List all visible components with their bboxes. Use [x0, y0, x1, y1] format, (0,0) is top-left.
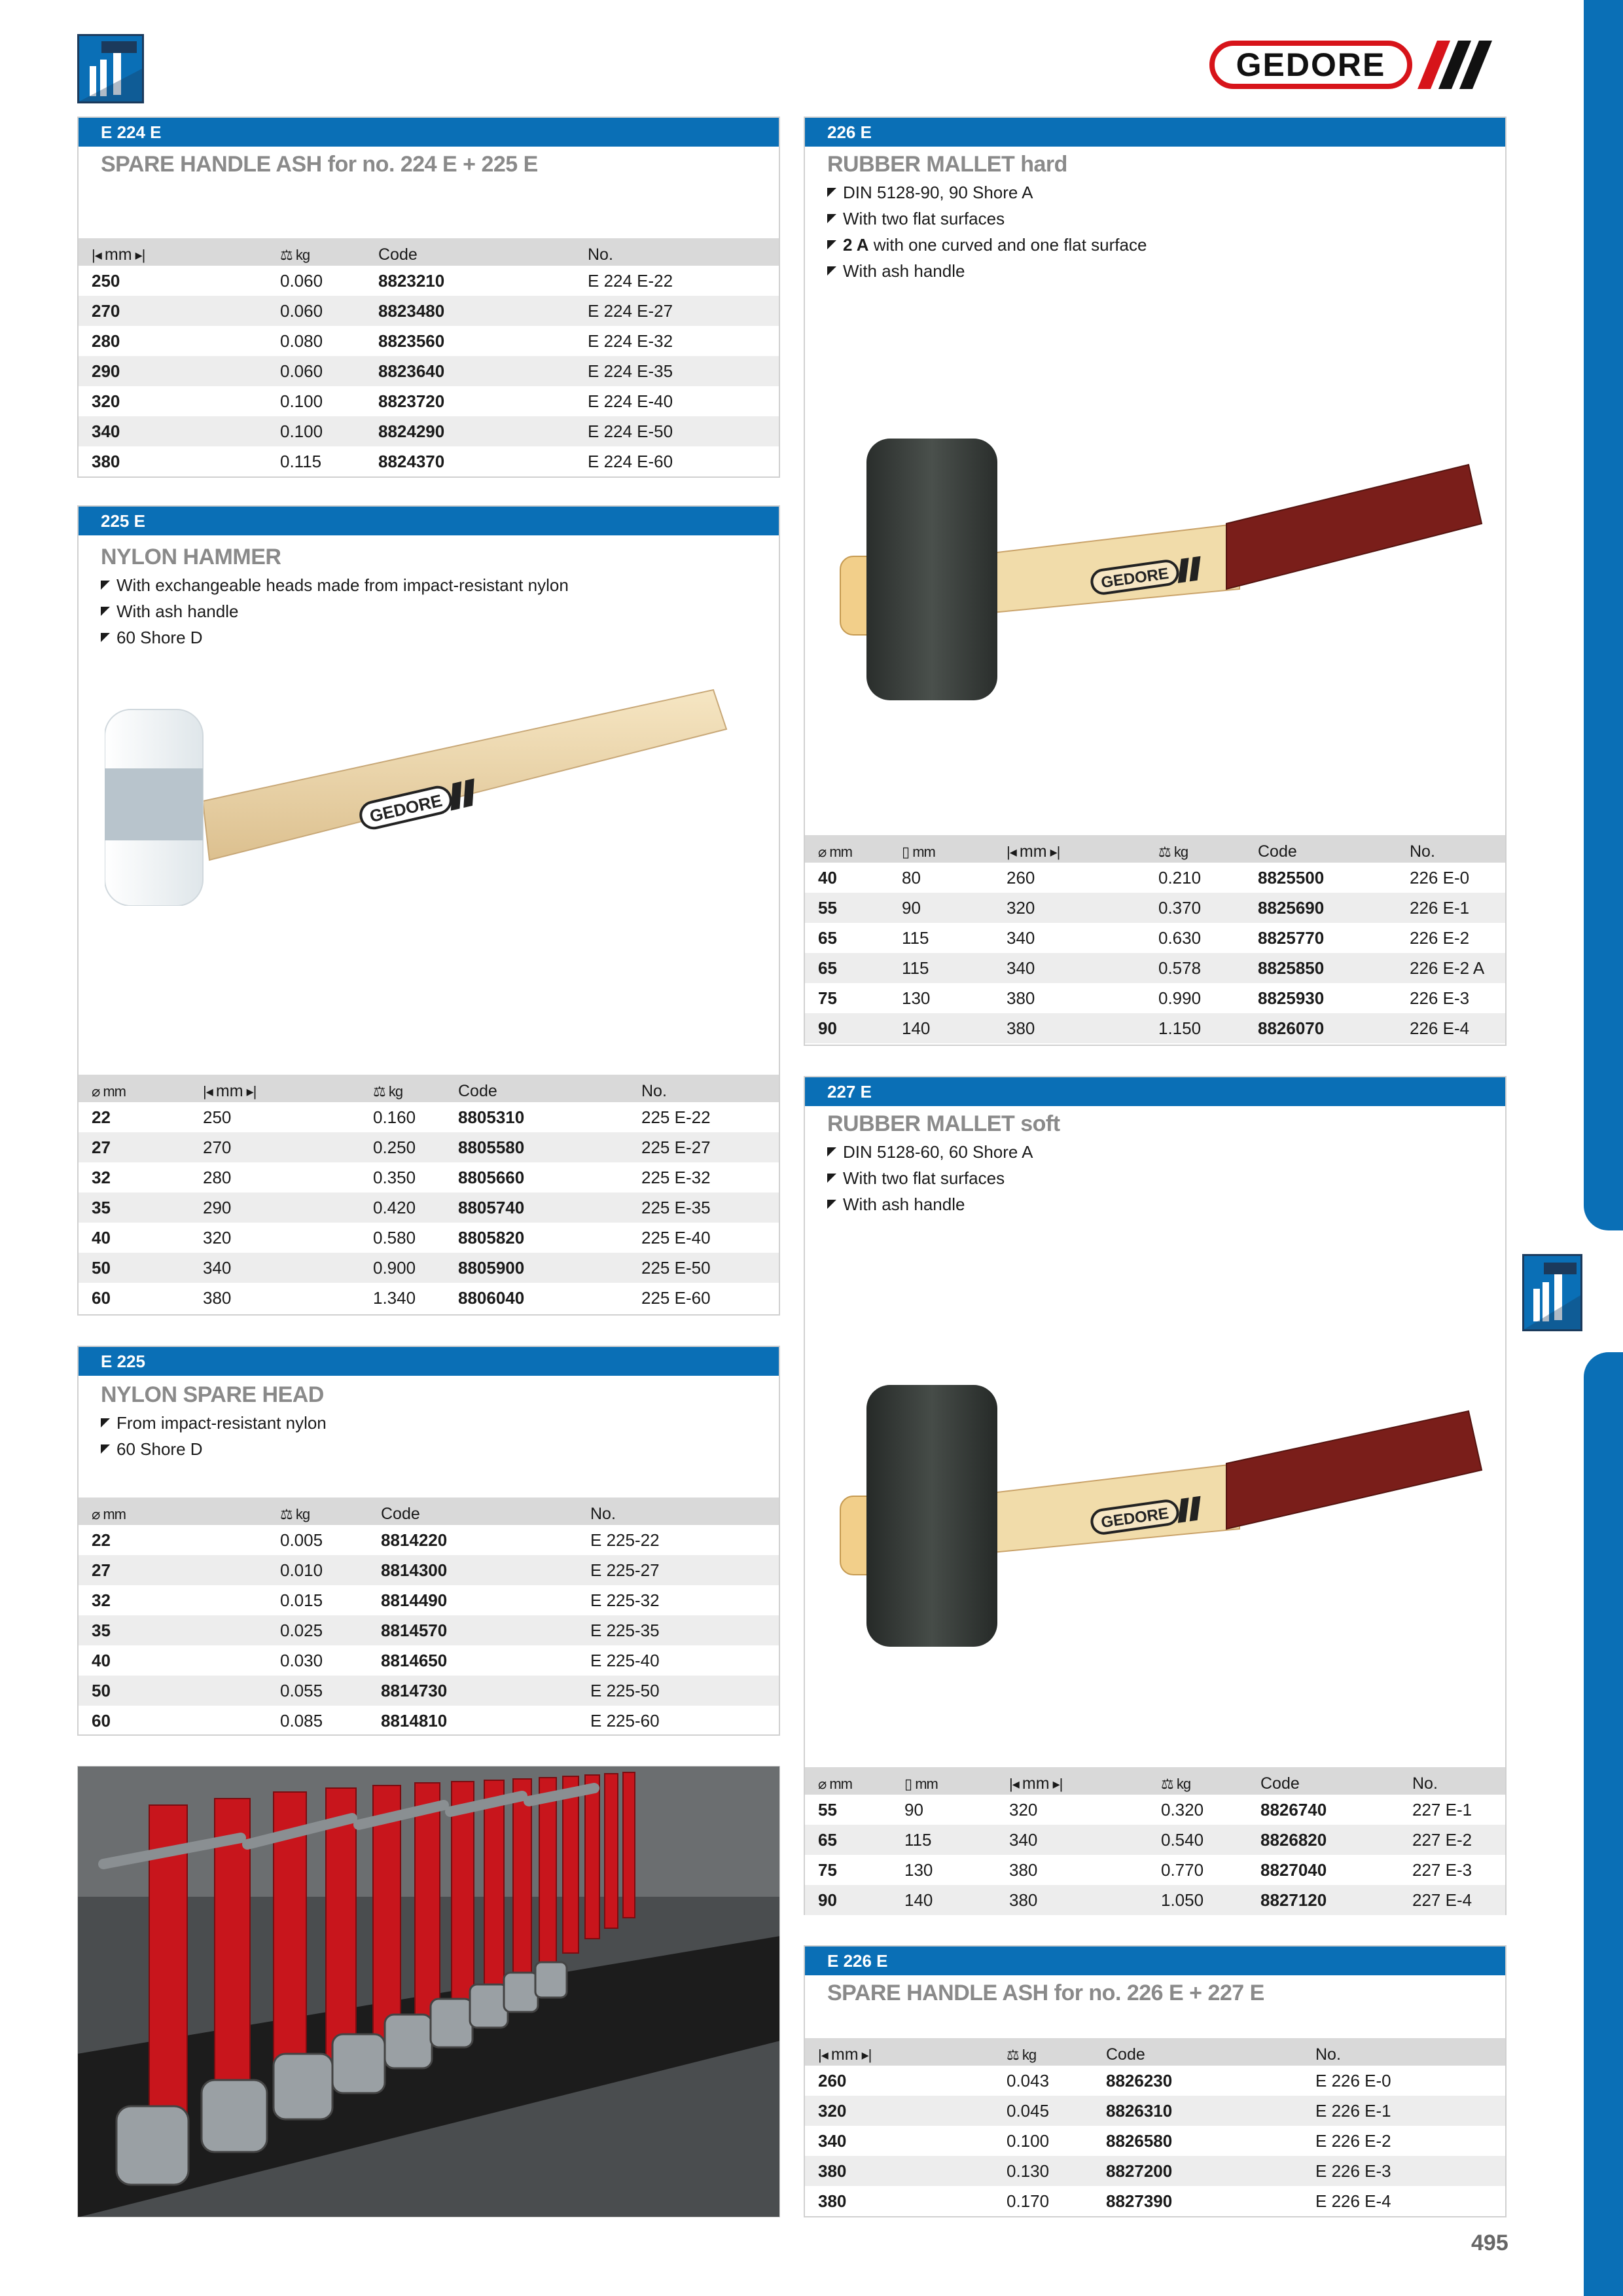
table-cell: 0.420	[360, 1193, 445, 1223]
feature-item: With ash handle	[101, 598, 569, 624]
table-cell: 290	[79, 356, 267, 386]
table-cell: 60	[92, 1287, 111, 1308]
table-cell: 8814220	[381, 1530, 448, 1550]
table-cell: 32	[92, 1590, 111, 1610]
table-cell: 226 E-2	[1410, 927, 1470, 948]
table-cell: 8805740	[445, 1193, 628, 1223]
col-length: |◂ mm ▸|	[996, 1767, 1148, 1795]
col-diameter: ⌀ mm	[805, 1767, 891, 1795]
table-cell: 1.050	[1148, 1885, 1247, 1915]
col-weight: ⚖ kg	[1145, 835, 1245, 863]
nylon-hammer-image	[105, 670, 759, 906]
col-code: Code	[368, 1498, 577, 1525]
product-title: NYLON HAMMER	[101, 545, 281, 569]
feature-list	[101, 572, 569, 651]
table-cell: 115	[902, 927, 929, 948]
table-cell: 0.900	[360, 1253, 445, 1283]
table-cell: E 225-27	[577, 1555, 779, 1585]
table-cell: 8825770	[1258, 927, 1325, 948]
table-cell: 8826230	[1106, 2070, 1173, 2090]
feature-item: 60 Shore D	[101, 624, 569, 651]
table-cell: 227 E-1	[1412, 1799, 1472, 1820]
product-e224e	[77, 117, 780, 478]
table-cell: 380	[818, 2191, 847, 2211]
product-title: SPARE HANDLE ASH for no. 224 E + 225 E	[101, 152, 538, 177]
hammer-category-icon	[77, 34, 144, 103]
table-cell: 27	[79, 1555, 267, 1585]
table-cell: 8805900	[445, 1253, 628, 1283]
table-cell: 226 E-0	[1410, 867, 1470, 888]
table-cell: 8814490	[381, 1590, 448, 1610]
col-weight: ⚖ kg	[267, 238, 365, 266]
table-row	[79, 326, 779, 356]
table-cell: 8827040	[1260, 1859, 1327, 1880]
table-row	[79, 1283, 779, 1313]
table-cell: 0.060	[280, 270, 323, 291]
col-code: Code	[365, 238, 575, 266]
col-head-length: ▯ mm	[891, 1767, 996, 1795]
table-cell: 8825850	[1245, 953, 1397, 983]
table-cell: 270	[190, 1132, 360, 1162]
table-cell: 0.030	[280, 1650, 323, 1670]
product-code-header: 226 E	[805, 118, 1505, 147]
table-cell: 0.043	[1007, 2070, 1050, 2090]
table-cell: 35	[79, 1193, 190, 1223]
product-code-header: E 226 E	[805, 1946, 1505, 1975]
table-cell: 380	[996, 1885, 1148, 1915]
side-tab-bar-top	[1584, 0, 1623, 1230]
spec-table	[79, 1075, 779, 1313]
table-cell: 8824370	[378, 451, 445, 471]
table-cell: 0.055	[267, 1676, 368, 1706]
table-cell: 340	[1007, 927, 1035, 948]
col-diameter: ⌀ mm	[79, 1075, 190, 1102]
table-cell: 320	[993, 893, 1145, 923]
feature-item: From impact-resistant nylon	[101, 1410, 327, 1436]
table-cell: 0.170	[1007, 2191, 1050, 2211]
table-cell: 0.210	[1158, 867, 1202, 888]
table-cell: 8826580	[1106, 2130, 1173, 2151]
table-cell: 260	[818, 2070, 847, 2090]
table-row	[805, 1013, 1505, 1043]
feature-item: DIN 5128-60, 60 Shore A	[827, 1139, 1033, 1165]
table-cell: 140	[889, 1013, 993, 1043]
table-cell: 226 E-1	[1397, 893, 1505, 923]
table-cell: 8805660	[458, 1167, 525, 1187]
table-cell: 8814570	[368, 1615, 577, 1645]
col-code: Code	[1245, 835, 1397, 863]
spec-table	[805, 2038, 1505, 2216]
table-cell: 0.010	[267, 1555, 368, 1585]
table-row	[79, 1555, 779, 1585]
feature-list	[101, 1410, 327, 1462]
table-cell: 8823720	[378, 391, 445, 411]
table-cell: 90	[904, 1799, 923, 1820]
table-row	[79, 266, 779, 296]
hammer-brand-text: GEDORE	[1099, 564, 1170, 592]
col-no: No.	[1399, 1767, 1505, 1795]
table-cell: 8827390	[1106, 2191, 1173, 2211]
product-e226e	[804, 1945, 1507, 2217]
table-cell: 226 E-2 A	[1397, 953, 1505, 983]
rubber-mallet-soft-image	[834, 1378, 1488, 1660]
col-weight: ⚖ kg	[1148, 1767, 1247, 1795]
table-cell: 0.015	[280, 1590, 323, 1610]
table-cell: 0.630	[1158, 927, 1202, 948]
col-length: |◂ mm ▸|	[993, 835, 1145, 863]
table-cell: 130	[904, 1859, 933, 1880]
table-row	[79, 1585, 779, 1615]
table-cell: E 225-40	[590, 1650, 660, 1670]
table-row	[805, 2126, 1505, 2156]
table-row	[79, 1102, 779, 1132]
table-cell: 0.080	[280, 331, 323, 351]
table-cell: 280	[203, 1167, 232, 1187]
table-cell: 8825930	[1258, 988, 1325, 1008]
factory-production-photo	[77, 1766, 780, 2217]
table-row	[79, 1676, 779, 1706]
table-cell: 0.160	[373, 1107, 416, 1127]
table-cell: 290	[190, 1193, 360, 1223]
table-cell: E 226 E-0	[1315, 2070, 1391, 2090]
table-cell: E 225-35	[577, 1615, 779, 1645]
table-cell: 40	[92, 1227, 111, 1247]
table-cell: 8805580	[445, 1132, 628, 1162]
table-cell: 75	[818, 1859, 837, 1880]
table-cell: 270	[79, 296, 267, 326]
product-225e	[77, 505, 780, 1316]
table-cell: 225 E-60	[641, 1287, 711, 1308]
table-cell: 8814650	[381, 1650, 448, 1670]
spec-table	[79, 238, 779, 476]
table-cell: 8826070	[1245, 1013, 1397, 1043]
table-cell: 32	[92, 1167, 111, 1187]
table-cell: 8826820	[1247, 1825, 1399, 1855]
table-cell: 0.580	[373, 1227, 416, 1247]
table-cell: 260	[1007, 867, 1035, 888]
col-diameter: ⌀ mm	[805, 835, 889, 863]
feature-list	[827, 1139, 1033, 1217]
table-row	[805, 2186, 1505, 2216]
col-weight: ⚖ kg	[993, 2038, 1093, 2066]
table-cell: 65	[818, 927, 837, 948]
table-row	[79, 1253, 779, 1283]
product-code-header: 225 E	[79, 507, 779, 535]
col-no: No.	[577, 1498, 779, 1525]
table-cell: 0.100	[1007, 2130, 1050, 2151]
table-cell: 50	[79, 1253, 190, 1283]
table-cell: 80	[902, 867, 921, 888]
table-cell: 27	[79, 1132, 190, 1162]
table-cell: 0.370	[1145, 893, 1245, 923]
table-row	[805, 1855, 1505, 1885]
table-row	[79, 1525, 779, 1555]
table-cell: 8805820	[458, 1227, 525, 1247]
table-row	[805, 2066, 1505, 2096]
table-cell: 8823560	[378, 331, 445, 351]
table-cell: 380	[805, 2156, 993, 2186]
table-cell: 340	[818, 2130, 847, 2151]
table-cell: 0.115	[280, 451, 322, 471]
table-row	[79, 1615, 779, 1645]
table-cell: 22	[92, 1530, 111, 1550]
table-cell: 90	[805, 1013, 889, 1043]
spec-table	[805, 835, 1505, 1043]
table-cell: E 225-32	[590, 1590, 660, 1610]
col-length: |◂ mm ▸|	[190, 1075, 360, 1102]
table-row	[805, 863, 1505, 893]
product-code-header: E 224 E	[79, 118, 779, 147]
table-cell: 8814730	[368, 1676, 577, 1706]
table-cell: 380	[1009, 1859, 1038, 1880]
table-row	[79, 1132, 779, 1162]
table-cell: 40	[92, 1650, 111, 1670]
col-code: Code	[1093, 2038, 1302, 2066]
table-cell: 0.060	[267, 296, 365, 326]
table-row	[79, 356, 779, 386]
table-cell: 225 E-27	[628, 1132, 779, 1162]
table-cell: 0.540	[1148, 1825, 1247, 1855]
product-title: SPARE HANDLE ASH for no. 226 E + 227 E	[827, 1981, 1264, 2005]
table-cell: 320	[805, 2096, 993, 2126]
spec-table	[805, 1767, 1505, 1915]
table-row	[805, 2156, 1505, 2186]
table-cell: 0.578	[1145, 953, 1245, 983]
table-row	[79, 1223, 779, 1253]
feature-item: With two flat surfaces	[827, 206, 1147, 232]
col-code: Code	[1247, 1767, 1399, 1795]
table-row	[79, 446, 779, 476]
col-weight: ⚖ kg	[267, 1498, 368, 1525]
col-no: No.	[1302, 2038, 1505, 2066]
product-title: RUBBER MALLET hard	[827, 152, 1067, 177]
table-cell: 225 E-32	[641, 1167, 711, 1187]
table-cell: 320	[1009, 1799, 1038, 1820]
table-cell: 0.320	[1161, 1799, 1204, 1820]
table-cell: E 226 E-1	[1302, 2096, 1505, 2126]
logo-text: GEDORE	[1236, 46, 1386, 83]
col-no: No.	[628, 1075, 779, 1102]
table-cell: 226 E-3	[1410, 988, 1470, 1008]
table-cell: 0.250	[360, 1132, 445, 1162]
feature-item: DIN 5128-90, 90 Shore A	[827, 179, 1147, 206]
table-cell: 0.350	[373, 1167, 416, 1187]
table-cell: 40	[818, 867, 837, 888]
table-cell: E 224 E-32	[588, 331, 673, 351]
table-cell: E 224 E-22	[588, 270, 673, 291]
table-cell: 55	[818, 1799, 837, 1820]
table-cell: 340	[190, 1253, 360, 1283]
table-cell: 8805310	[458, 1107, 525, 1127]
table-cell: 1.150	[1145, 1013, 1245, 1043]
col-head-length: ▯ mm	[889, 835, 993, 863]
gedore-logo	[1209, 41, 1497, 89]
table-row	[79, 1162, 779, 1193]
table-cell: 0.025	[267, 1615, 368, 1645]
table-cell: 380	[92, 451, 120, 471]
hammer-category-tab-icon[interactable]	[1522, 1254, 1582, 1331]
table-row	[79, 1645, 779, 1676]
table-cell: 227 E-2	[1399, 1825, 1505, 1855]
table-row	[805, 1825, 1505, 1855]
table-cell: 115	[891, 1825, 996, 1855]
table-cell: 226 E-4	[1397, 1013, 1505, 1043]
col-diameter: ⌀ mm	[79, 1498, 267, 1525]
table-cell: 380	[203, 1287, 232, 1308]
table-cell: 130	[902, 988, 931, 1008]
table-row	[79, 386, 779, 416]
col-code: Code	[445, 1075, 628, 1102]
feature-item: With ash handle	[827, 258, 1147, 284]
col-weight: ⚖ kg	[360, 1075, 445, 1102]
table-cell: 8827120	[1247, 1885, 1399, 1915]
table-cell: 0.100	[267, 416, 365, 446]
table-cell: 8827200	[1093, 2156, 1302, 2186]
table-row	[805, 2096, 1505, 2126]
table-cell: E 226 E-4	[1315, 2191, 1391, 2211]
table-row	[79, 1193, 779, 1223]
table-cell: 90	[805, 1885, 891, 1915]
feature-item: 60 Shore D	[101, 1436, 327, 1462]
table-cell: 140	[891, 1885, 996, 1915]
col-length: |◂ mm ▸|	[79, 238, 267, 266]
table-cell: 0.005	[280, 1530, 323, 1550]
table-cell: 340	[79, 416, 267, 446]
table-cell: 8814810	[381, 1710, 448, 1731]
table-cell: 8825500	[1258, 867, 1325, 888]
table-cell: E 224 E-50	[575, 416, 779, 446]
product-title: NYLON SPARE HEAD	[101, 1382, 324, 1407]
table-cell: 0.060	[267, 356, 365, 386]
product-e225	[77, 1346, 780, 1736]
table-cell: 55	[805, 893, 889, 923]
feature-list	[827, 179, 1147, 284]
table-cell: 8806040	[458, 1287, 525, 1308]
table-row	[79, 296, 779, 326]
table-row	[805, 1885, 1505, 1915]
table-cell: 115	[889, 953, 993, 983]
table-cell: 320	[203, 1227, 232, 1247]
table-cell: 0.130	[993, 2156, 1093, 2186]
product-227e	[804, 1076, 1507, 1915]
table-cell: 320	[92, 391, 120, 411]
table-cell: 250	[92, 270, 120, 291]
table-cell: E 226 E-2	[1315, 2130, 1391, 2151]
table-cell: 227 E-3	[1412, 1859, 1472, 1880]
table-cell: E 226 E-3	[1302, 2156, 1505, 2186]
table-cell: 22	[92, 1107, 111, 1127]
product-226e	[804, 117, 1507, 1046]
product-title: RUBBER MALLET soft	[827, 1111, 1060, 1136]
table-cell: 0.990	[1158, 988, 1202, 1008]
table-cell: E 224 E-27	[575, 296, 779, 326]
table-cell: 65	[805, 1825, 891, 1855]
spec-table	[79, 1498, 779, 1736]
table-cell: E 225-60	[590, 1710, 660, 1731]
page-number: 495	[1471, 2231, 1508, 2255]
feature-item: With exchangeable heads made from impact-resistant nylon	[101, 572, 569, 598]
col-no: No.	[575, 238, 779, 266]
table-cell: 8823640	[365, 356, 575, 386]
feature-item: With two flat surfaces	[827, 1165, 1033, 1191]
table-cell: 280	[92, 331, 120, 351]
table-cell: 8824290	[365, 416, 575, 446]
table-cell: 0.085	[280, 1710, 323, 1731]
col-no: No.	[1397, 835, 1505, 863]
table-row	[805, 953, 1505, 983]
table-cell: 225 E-40	[641, 1227, 711, 1247]
table-cell: 8823210	[378, 270, 445, 291]
table-row	[79, 416, 779, 446]
hammer-brand-text: GEDORE	[367, 790, 444, 827]
table-cell: 380	[993, 1013, 1145, 1043]
table-cell: 1.340	[373, 1287, 416, 1308]
feature-item: With ash handle	[827, 1191, 1033, 1217]
table-cell: 60	[92, 1710, 111, 1731]
table-cell: 225 E-50	[628, 1253, 779, 1283]
table-cell: 380	[1007, 988, 1035, 1008]
table-cell: 65	[805, 953, 889, 983]
table-cell: 8826740	[1260, 1799, 1327, 1820]
table-cell: 225 E-22	[641, 1107, 711, 1127]
table-cell: 75	[818, 988, 837, 1008]
table-cell: 0.100	[280, 391, 323, 411]
table-cell: 340	[993, 953, 1145, 983]
table-cell: 225 E-35	[628, 1193, 779, 1223]
table-cell: 8823480	[365, 296, 575, 326]
logo-stripes-icon	[1418, 41, 1497, 89]
feature-item: 2 A with one curved and one flat surface	[827, 232, 1147, 258]
table-cell: E 224 E-60	[588, 451, 673, 471]
table-cell: 0.770	[1161, 1859, 1204, 1880]
rubber-mallet-hard-image	[834, 425, 1488, 713]
table-cell: 50	[79, 1676, 267, 1706]
product-code-header: 227 E	[805, 1077, 1505, 1106]
table-cell: 250	[203, 1107, 232, 1127]
table-cell: 35	[79, 1615, 267, 1645]
table-cell: 8826310	[1093, 2096, 1302, 2126]
table-cell: 340	[996, 1825, 1148, 1855]
table-cell: 0.045	[993, 2096, 1093, 2126]
table-row	[805, 1795, 1505, 1825]
table-cell: E 224 E-40	[588, 391, 673, 411]
table-cell: 8814300	[368, 1555, 577, 1585]
table-row	[805, 923, 1505, 953]
table-cell: E 225-50	[577, 1676, 779, 1706]
table-cell: 8825690	[1245, 893, 1397, 923]
table-cell: E 225-22	[590, 1530, 660, 1550]
table-cell: 227 E-4	[1399, 1885, 1505, 1915]
table-row	[79, 1706, 779, 1736]
table-row	[805, 893, 1505, 923]
table-cell: E 224 E-35	[575, 356, 779, 386]
product-code-header: E 225	[79, 1347, 779, 1376]
col-length: |◂ mm ▸|	[805, 2038, 993, 2066]
table-cell: 90	[889, 893, 993, 923]
side-tab-bar-bottom	[1584, 1352, 1623, 2296]
table-row	[805, 983, 1505, 1013]
hammer-brand-text: GEDORE	[1099, 1504, 1170, 1532]
